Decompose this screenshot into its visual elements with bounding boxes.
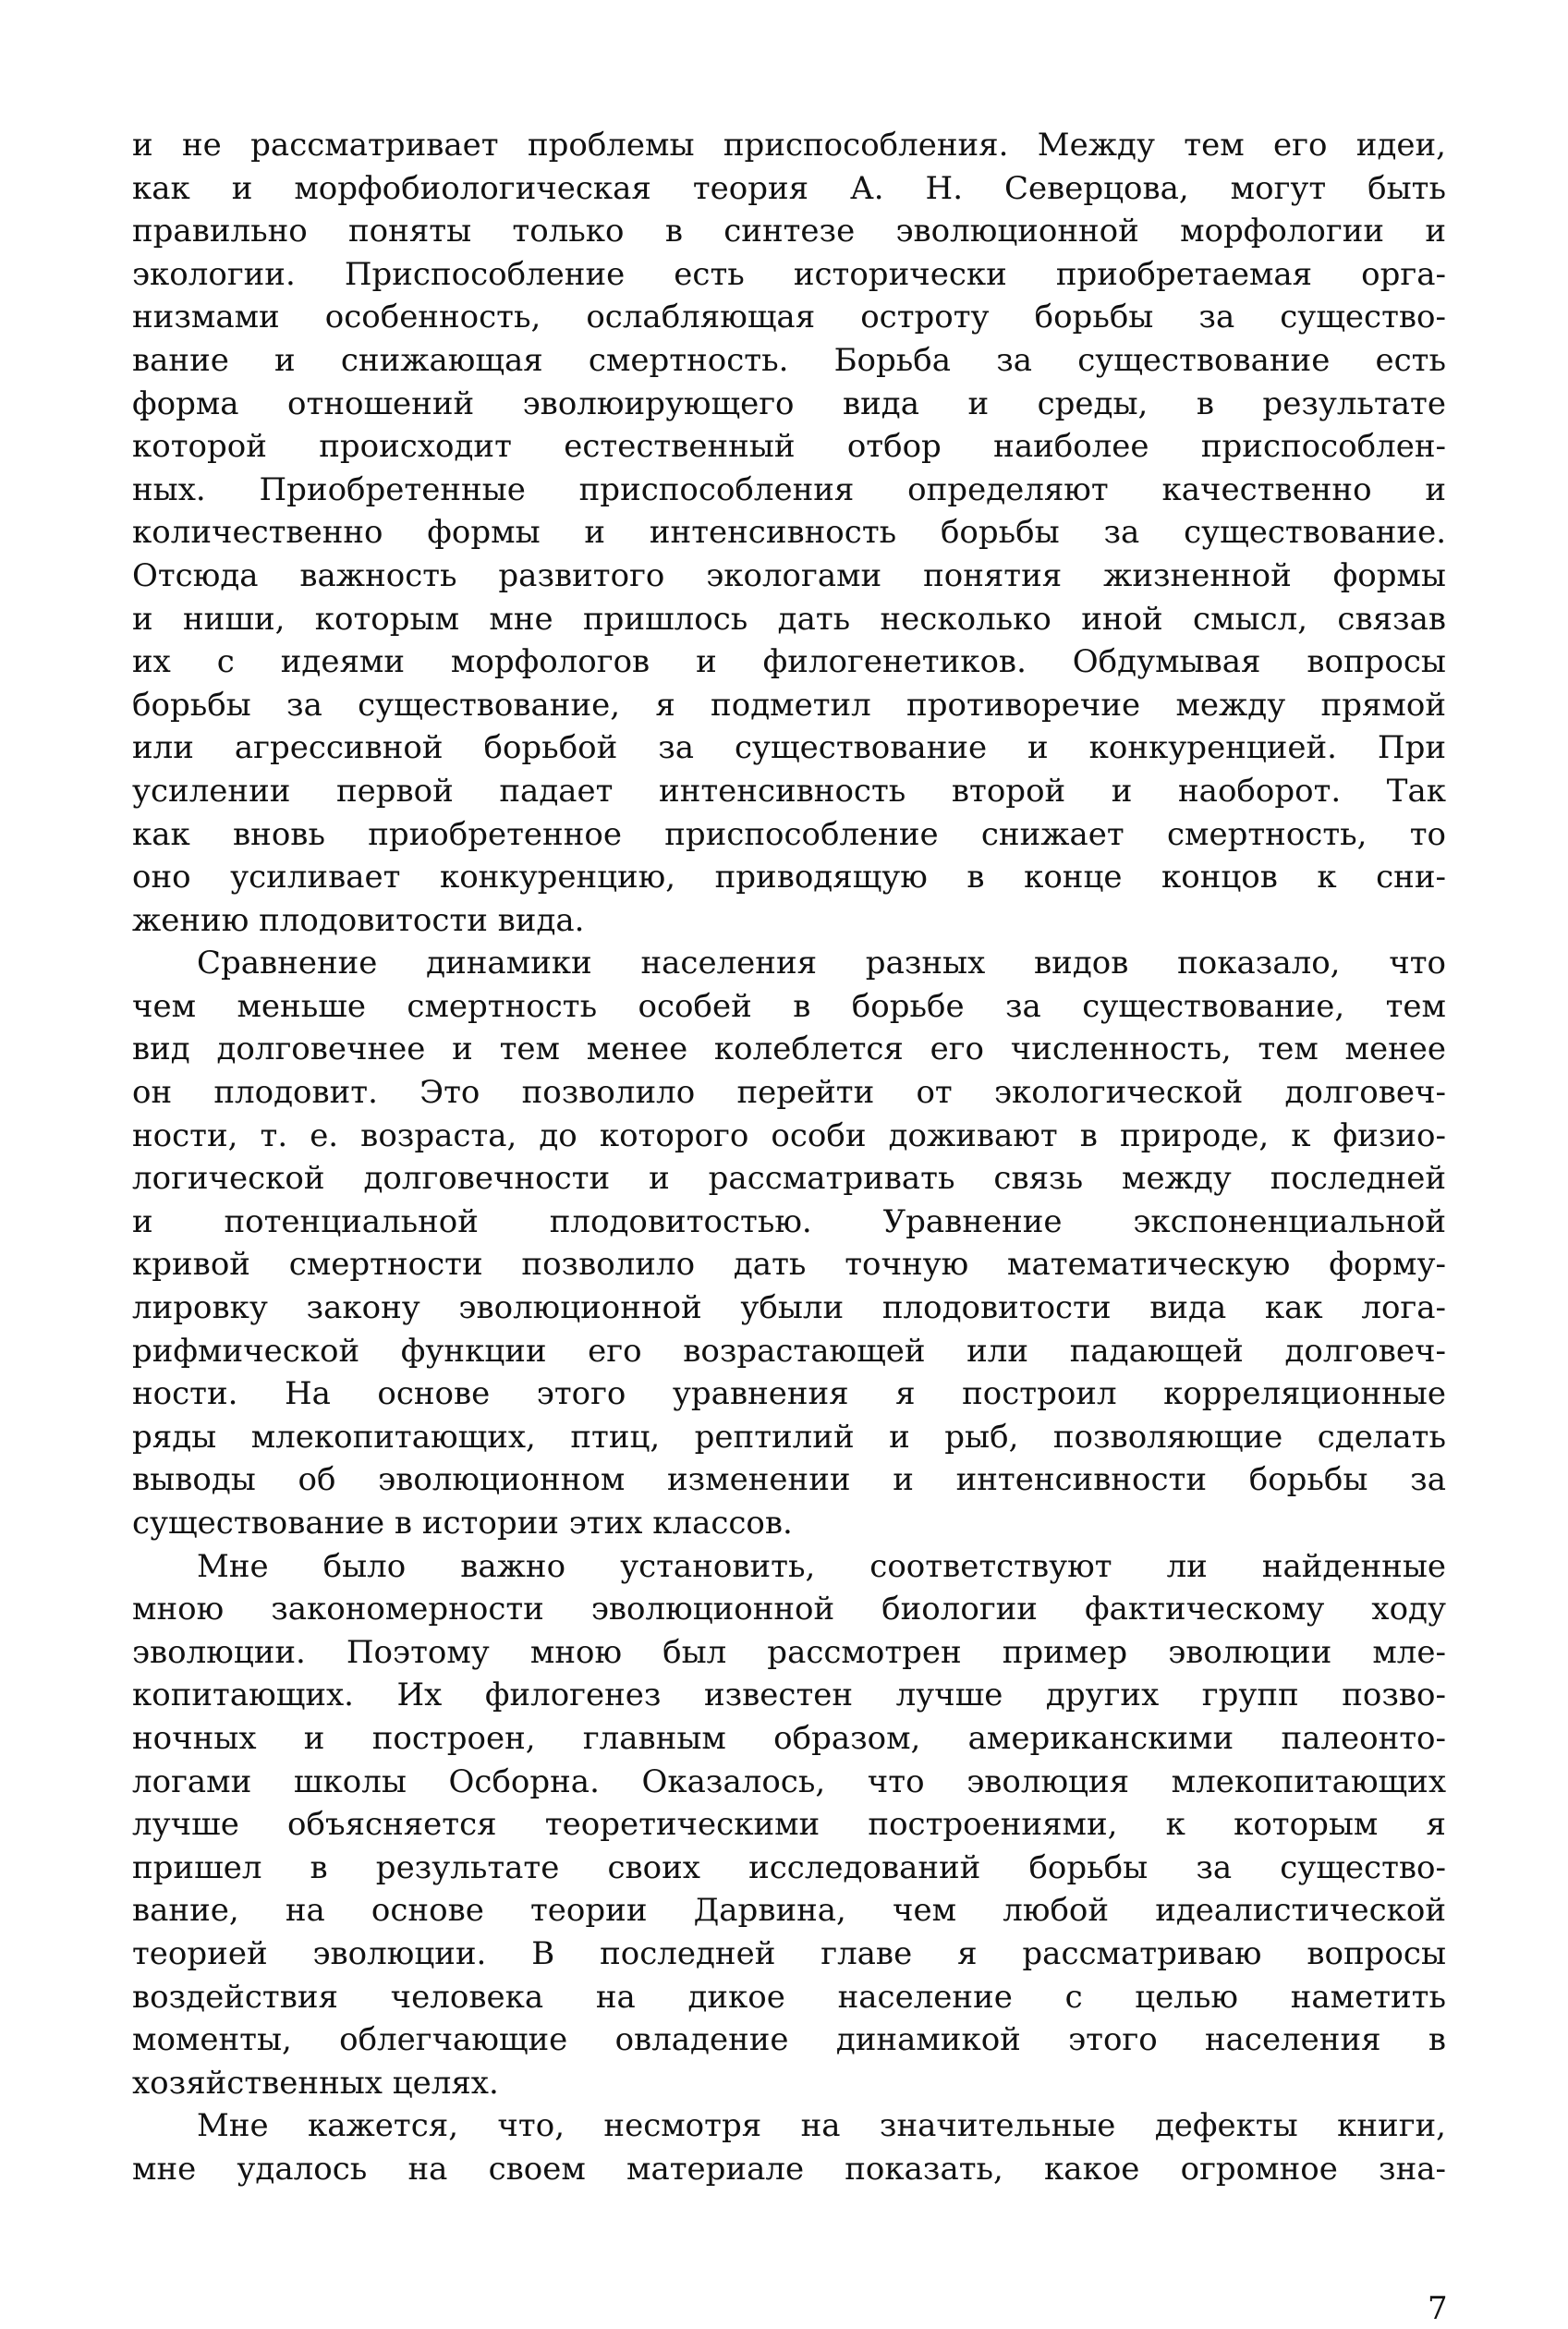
text-line: ных. Приобретенные приспособления определяют качественно и: [132, 470, 1446, 508]
text-line: ряды млекопитающих, птиц, рептилий и рыб, позволяющие сделать: [132, 1418, 1446, 1456]
paragraph: [132, 1545, 1446, 2105]
text-line: лировку закону эволюционной убыли плодовитости вида как лога-: [132, 1289, 1446, 1327]
text-line: моменты, облегчающие овладение динамикой этого населения в: [132, 2021, 1446, 2059]
text-line: борьбы за существование, я подметил противоречие между прямой: [132, 686, 1446, 724]
text-line: низмами особенность, ослабляющая остроту борьбы за существо-: [132, 299, 1446, 336]
text-line: количественно формы и интенсивность борьбы за существование.: [132, 514, 1446, 552]
text-line: ности. На основе этого уравнения я построил корреляционные: [132, 1375, 1446, 1413]
text-line: чем меньше смертность особей в борьбе за существование, тем: [132, 987, 1446, 1025]
text-line: ночных и построен, главным образом, американскими палеонто-: [132, 1719, 1446, 1757]
text-line: экологии. Приспособление есть исторически приобретаемая орга-: [132, 255, 1446, 293]
page-number: 7: [1428, 2290, 1448, 2327]
page-body: [132, 124, 1446, 2191]
text-line: Мне было важно установить, соответствуют ли найденные: [197, 1547, 1446, 1585]
text-line: и ниши, которым мне пришлось дать несколько иной смысл, связав: [132, 600, 1446, 638]
text-line: вид долговечнее и тем менее колеблется его численность, тем менее: [132, 1030, 1446, 1068]
text-line: и не рассматривает проблемы приспособления. Между тем его идеи,: [132, 127, 1446, 164]
text-line: существование в истории этих классов.: [132, 1505, 793, 1542]
text-line: выводы об эволюционном изменении и интенсивности борьбы за: [132, 1461, 1446, 1499]
text-line: рифмической функции его возрастающей или падающей долговеч-: [132, 1332, 1446, 1370]
text-line: вание и снижающая смертность. Борьба за существование есть: [132, 341, 1446, 379]
text-line: их с идеями морфологов и филогенетиков. Обдумывая вопросы: [132, 643, 1446, 681]
text-line: логами школы Осборна. Оказалось, что эволюция млекопитающих: [132, 1762, 1446, 1800]
paragraph: [132, 2104, 1446, 2190]
text-line: как вновь приобретенное приспособление снижает смертность, то: [132, 815, 1446, 853]
text-line: Мне кажется, что, несмотря на значительные дефекты книги,: [197, 2107, 1446, 2145]
text-line: Сравнение динамики населения разных видов показало, что: [197, 945, 1446, 982]
text-line: логической долговечности и рассматривать связь между последней: [132, 1160, 1446, 1198]
text-line: кривой смертности позволило дать точную математическую форму-: [132, 1246, 1446, 1284]
text-line: и потенциальной плодовитостью. Уравнение экспоненциальной: [132, 1202, 1446, 1240]
text-line: Отсюда важность развитого экологами понятия жизненной формы: [132, 556, 1446, 594]
text-line: хозяйственных целях.: [132, 2064, 499, 2102]
text-line: правильно поняты только в синтезе эволюционной морфологии и: [132, 213, 1446, 250]
text-line: пришел в результате своих исследований борьбы за существо-: [132, 1848, 1446, 1886]
paragraph: [132, 942, 1446, 1544]
text-line: усилении первой падает интенсивность второй и наоборот. Так: [132, 772, 1446, 810]
text-line: воздействия человека на дикое население с целью наметить: [132, 1978, 1446, 2016]
text-line: теорией эволюции. В последней главе я рассматриваю вопросы: [132, 1934, 1446, 1972]
text-line: копитающих. Их филогенез известен лучше других групп позво-: [132, 1677, 1446, 1714]
text-line: ности, т. е. возраста, до которого особи доживают в природе, к физио-: [132, 1116, 1446, 1154]
text-line: форма отношений эволюирующего вида и среды, в результате: [132, 384, 1446, 422]
text-line: мною закономерности эволюционной биологии фактическому ходу: [132, 1591, 1446, 1628]
text-line: он плодовит. Это позволило перейти от экологической долговеч-: [132, 1074, 1446, 1112]
text-line: которой происходит естественный отбор наиболее приспособлен-: [132, 428, 1446, 466]
text-line: жению плодовитости вида.: [132, 901, 585, 939]
text-line: мне удалось на своем материале показать, какое огромное зна-: [132, 2150, 1446, 2188]
text-line: или агрессивной борьбой за существование и конкуренцией. При: [132, 729, 1446, 767]
text-line: как и морфобиологическая теория А. Н. Северцова, могут быть: [132, 169, 1446, 207]
text-line: оно усиливает конкуренцию, приводящую в конце концов к сни-: [132, 859, 1446, 896]
text-line: вание, на основе теории Дарвина, чем любой идеалистической: [132, 1892, 1446, 1930]
paragraph: [132, 124, 1446, 942]
text-line: лучше объясняется теоретическими построениями, к которым я: [132, 1806, 1446, 1844]
text-line: эволюции. Поэтому мною был рассмотрен пример эволюции мле-: [132, 1633, 1446, 1671]
